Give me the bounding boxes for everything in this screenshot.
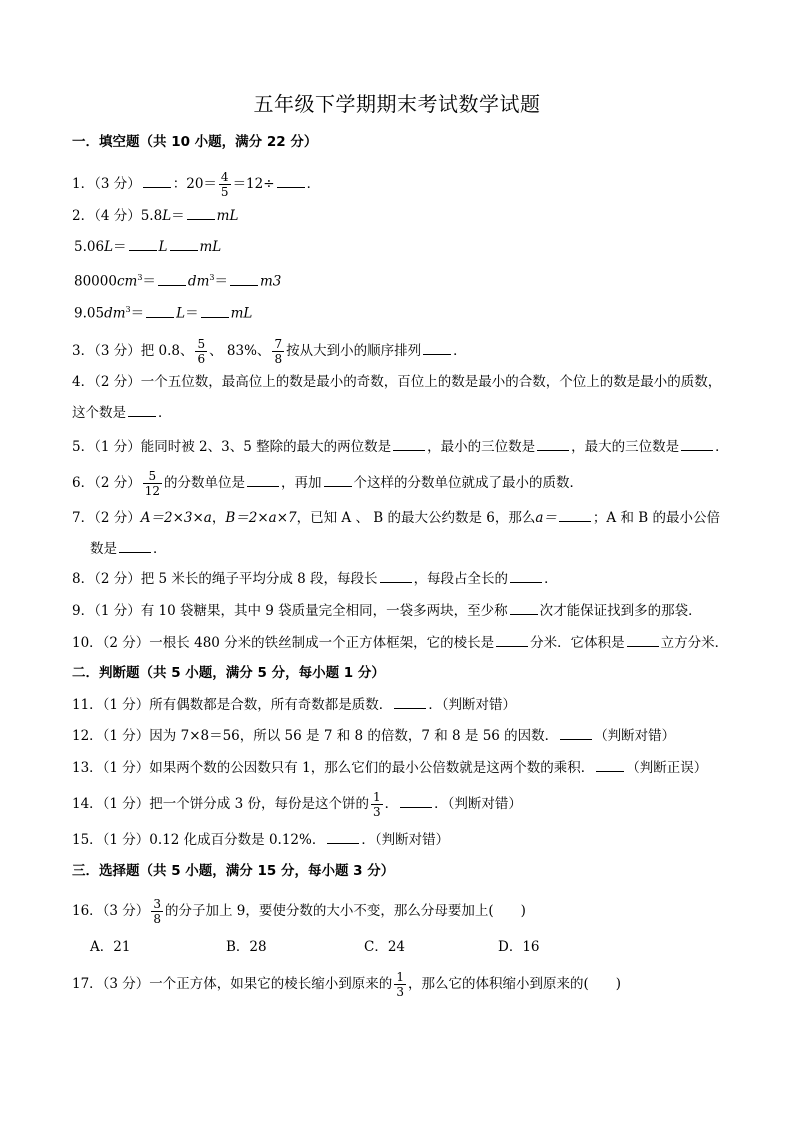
answer-blank[interactable] [559, 508, 591, 522]
q15-text-a: 15．（1 分）0.12 化成百分数是 0.12%． [72, 832, 326, 848]
q7-mid: ，已知 A 、 B 的最大公约数是 6，那么 [296, 510, 536, 526]
q2-equals: ＝ [142, 273, 156, 290]
fraction [195, 337, 207, 366]
q6-text-b: ，再加 [281, 475, 322, 491]
q7-equation-b: B＝2×a×7 [225, 510, 297, 526]
unit-superscript: 3 [125, 305, 131, 314]
unit-superscript: 3 [137, 273, 143, 282]
q10-text-a: 10．（2 分）一根长 480 分米的铁丝制成一个正方体框架，它的棱长是 [72, 635, 495, 651]
answer-blank[interactable] [277, 174, 305, 188]
q14-text-c: ．（判断对错） [434, 796, 522, 812]
question-5 [72, 437, 729, 456]
q3-mid: 、 83%、 [209, 343, 271, 359]
answer-blank[interactable] [230, 272, 258, 286]
q7-end: ． [153, 541, 167, 557]
q2-value: 80000 [74, 273, 117, 290]
q3-post: 按从大到小的顺序排列 [286, 343, 422, 359]
answer-blank[interactable] [537, 437, 569, 451]
q7-a-equals: a＝ [535, 510, 557, 526]
q13-text-b: （判断正误） [626, 760, 708, 776]
fraction-denominator: 5 [220, 185, 229, 199]
q10-text-c: 立方分米． [660, 635, 729, 651]
question-7-cont [90, 539, 167, 558]
answer-blank[interactable] [170, 237, 198, 251]
answer-blank[interactable] [324, 473, 352, 487]
q7-tail: A 和 B 的最小公倍 [606, 510, 720, 526]
fraction-numerator: 1 [372, 790, 381, 804]
q8-text-a: 8．（2 分）把 5 米长的绳子平均分成 8 段，每段长 [72, 571, 378, 587]
answer-blank[interactable] [496, 633, 528, 647]
q10-text-b: 分米．它体积是 [530, 635, 625, 651]
unit-text: m3 [259, 273, 282, 290]
q4-line-2: 这个数是 [72, 405, 126, 421]
fraction-numerator: 1 [396, 970, 404, 984]
fraction-numerator: 3 [153, 897, 161, 911]
q5-text-a: 5．（1 分）能同时被 2、3、5 整除的最大的两位数是 [72, 439, 392, 455]
question-10 [72, 633, 728, 652]
answer-blank[interactable] [400, 794, 432, 808]
unit-text: mL [230, 305, 253, 322]
fraction [143, 469, 162, 498]
q2-equals: ＝ [185, 305, 199, 322]
fraction-numerator: 5 [197, 337, 206, 351]
question-3 [72, 337, 467, 366]
q4-line-1: 4．（2 分）一个五位数，最高位上的数是最小的奇数，百位上的数是最小的合数，个位上的数是最小的质数， [72, 374, 722, 390]
question-16 [72, 897, 526, 926]
unit-text: L [158, 239, 168, 255]
q2-equals: ＝ [171, 208, 185, 224]
fraction-denominator: 8 [274, 352, 283, 366]
q3-end: ． [453, 343, 467, 359]
fraction-denominator: 8 [153, 912, 161, 926]
unit-text: L [104, 239, 114, 255]
unit-text: mL [216, 208, 239, 224]
q3-prefix: 3．（3 分）把 0.8、 [72, 343, 194, 359]
q8-text-c: ． [544, 571, 558, 587]
question-2-row-2 [74, 237, 221, 256]
answer-blank[interactable] [560, 726, 592, 740]
q4-end: ． [158, 405, 172, 421]
question-14 [72, 790, 522, 819]
unit-text: dm [187, 273, 210, 290]
q2-equals: ＝ [214, 273, 228, 290]
question-2-row-4 [74, 301, 252, 323]
q7-prefix: 7．（2 分） [72, 510, 141, 526]
q5-text-b: ，最小的三位数是 [427, 439, 536, 455]
answer-blank[interactable] [143, 174, 171, 188]
q1-text-b: ＝12÷ [232, 176, 275, 192]
q11-text-b: ．（判断对错） [428, 697, 517, 713]
answer-blank[interactable] [146, 304, 174, 318]
q12-text-a: 12．（1 分）因为 7×8＝56，所以 56 是 7 和 8 的倍数，7 和 8 是 56 的因数． [72, 728, 559, 744]
question-2-row-3 [74, 269, 281, 291]
fraction [272, 337, 284, 366]
answer-blank[interactable] [380, 569, 412, 583]
page-title: 五年级下学期期末考试数学试题 [253, 92, 541, 116]
answer-blank[interactable] [393, 437, 425, 451]
question-9 [72, 601, 702, 620]
question-11 [72, 695, 516, 714]
answer-blank[interactable] [627, 633, 659, 647]
q11-text-a: 11．（1 分）所有偶数都是合数，所有奇数都是质数． [72, 697, 393, 713]
q16-option-d[interactable]: D．16 [498, 939, 540, 955]
q17-text-a: 17．（3 分）一个正方体，如果它的棱长缩小到原来的 [72, 976, 393, 992]
q14-text-b: ． [384, 796, 399, 812]
q16-option-a[interactable]: A．21 [90, 939, 131, 955]
answer-blank[interactable] [119, 539, 151, 553]
q8-text-b: ，每段占全长的 [413, 571, 509, 587]
question-6 [72, 469, 583, 498]
fraction-denominator: 12 [144, 484, 161, 498]
answer-blank[interactable] [128, 403, 156, 417]
question-17 [72, 970, 621, 999]
answer-blank[interactable] [129, 237, 157, 251]
question-12 [72, 726, 675, 745]
q6-text-a: 的分数单位是 [164, 475, 246, 491]
q9-text-a: 9．（1 分）有 10 袋糖果，其中 9 袋质量完全相同，一袋多两块，至少称 [72, 603, 508, 619]
fraction [394, 970, 406, 999]
answer-blank[interactable] [201, 304, 229, 318]
fraction-numerator: 7 [274, 337, 283, 351]
section-heading-true-false: 二．判断题（共 5 小题，满分 5 分，每小题 1 分） [72, 665, 385, 681]
q7-separator: ， [211, 510, 226, 526]
fraction [151, 897, 163, 926]
q1-text-a: ：20＝ [172, 176, 217, 192]
fraction [219, 170, 231, 199]
answer-blank[interactable] [327, 830, 359, 844]
unit-text: L [162, 208, 172, 224]
q2-prefix: 2．（4 分）5.8 [72, 208, 163, 224]
unit-text: mL [199, 239, 222, 255]
question-7 [72, 508, 720, 527]
answer-blank[interactable] [423, 341, 451, 355]
q5-text-c: ，最大的三位数是 [571, 439, 680, 455]
q2-value: 9.05 [74, 305, 105, 322]
answer-blank[interactable] [187, 206, 215, 220]
section-heading-multiple-choice: 三．选择题（共 5 小题，满分 15 分，每小题 3 分） [72, 863, 395, 879]
q6-text-c: 个这样的分数单位就成了最小的质数． [353, 475, 584, 491]
q16-option-c[interactable]: C．24 [364, 939, 406, 955]
fraction-denominator: 6 [197, 352, 206, 366]
q15-text-b: ．（判断对错） [361, 832, 450, 848]
q14-text-a: 14．（1 分）把一个饼分成 3 份，每份是这个饼的 [72, 796, 369, 812]
q1-prefix: 1．（3 分） [72, 176, 141, 192]
question-8 [72, 569, 558, 588]
q2-equals: ＝ [113, 239, 127, 255]
q7-line-2: 数是 [90, 541, 117, 557]
q16-text: 的分子加上 9，要使分数的大小不变，那么分母要加上( ) [164, 903, 526, 919]
q5-text-d: ． [715, 439, 729, 455]
fraction-denominator: 3 [396, 985, 404, 999]
question-4-cont [72, 403, 172, 422]
q17-text-b: ，那么它的体积缩小到原来的( ) [407, 976, 621, 992]
fraction [371, 790, 383, 819]
unit-text: dm [104, 305, 126, 322]
q1-text-c: ． [306, 176, 321, 192]
q6-prefix: 6．（2 分） [72, 475, 141, 491]
question-15 [72, 830, 449, 849]
q9-text-b: 次才能保证找到多的那袋． [539, 603, 702, 619]
section-heading-fill-in: 一．填空题（共 10 小题，满分 22 分） [72, 134, 318, 150]
answer-blank[interactable] [394, 695, 426, 709]
question-2 [72, 206, 238, 225]
fraction-numerator: 4 [220, 170, 229, 184]
answer-blank[interactable] [510, 601, 538, 615]
q7-semicolon: ； [592, 510, 607, 526]
answer-blank[interactable] [158, 272, 186, 286]
q16-option-b[interactable]: B．28 [226, 939, 267, 955]
q13-text-a: 13．（1 分）如果两个数的公因数只有 1，那么它们的最小公倍数就是这两个数的乘积． [72, 760, 595, 776]
q2-value: 5.06 [74, 239, 105, 255]
question-4 [72, 373, 721, 391]
answer-blank[interactable] [596, 758, 624, 772]
answer-blank[interactable] [247, 473, 279, 487]
q12-text-b: （判断对错） [594, 728, 676, 744]
unit-text: L [176, 305, 186, 322]
answer-blank[interactable] [681, 437, 713, 451]
q16-prefix: 16．（3 分） [72, 903, 150, 919]
fraction-numerator: 5 [143, 469, 162, 484]
q2-equals: ＝ [130, 305, 145, 322]
unit-text: cm [116, 273, 138, 290]
question-1 [72, 170, 320, 199]
q7-equation-a: A＝2×3×a [140, 510, 212, 526]
question-13 [72, 758, 707, 777]
unit-superscript: 3 [209, 273, 215, 282]
answer-blank[interactable] [510, 569, 542, 583]
fraction-denominator: 3 [372, 805, 381, 819]
